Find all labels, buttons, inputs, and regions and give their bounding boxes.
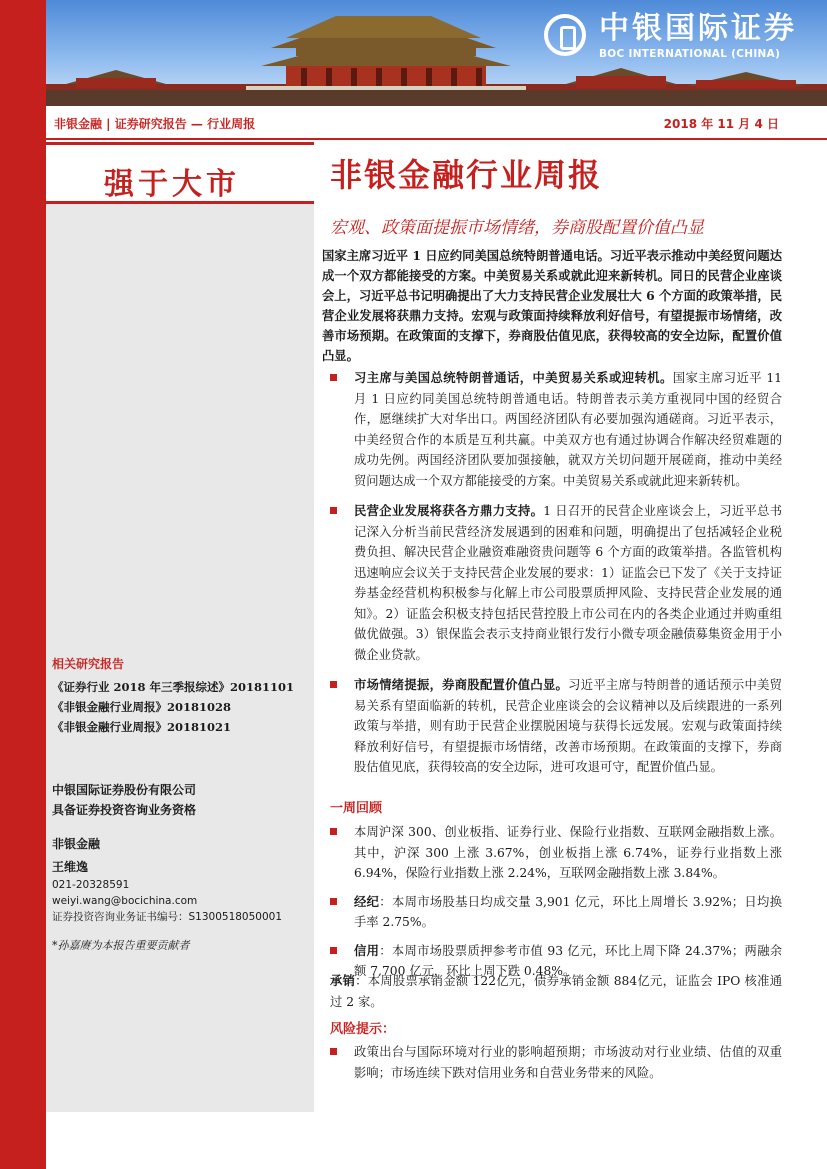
analyst-name: 王维逸	[52, 860, 89, 874]
related-report-item[interactable]: 《非银金融行业周报》20181021	[52, 720, 232, 734]
bullet-square-icon	[330, 681, 337, 688]
bullet-square-icon	[330, 947, 337, 954]
risk-body: 政策出台与国际环境对行业的影响超预期；市场波动对行业业绩、估值的双重影响；市场连续下跌对信用业务和自营业务带来的风险。	[354, 1045, 782, 1080]
related-reports-title: 相关研究报告	[52, 657, 125, 671]
review-section-title: 一周回顾	[330, 801, 383, 816]
page-title: 非银金融行业周报	[330, 156, 603, 194]
left-red-bar	[0, 0, 46, 1169]
risk-warnings	[322, 1042, 782, 1093]
rating-label: 强于大市	[104, 167, 240, 202]
weekly-review	[322, 822, 782, 990]
list-item	[322, 501, 782, 665]
risk-section-title: 风险提示：	[330, 1022, 396, 1037]
analyst-email[interactable]: weiyi.wang@bocichina.com	[52, 895, 198, 907]
analyst-phone: 021-20328591	[52, 879, 130, 891]
analyst-license: 证券投资咨询业务证书编号：S1300518050001	[52, 911, 283, 923]
key-points	[322, 368, 782, 788]
related-report-item[interactable]: 《非银金融行业周报》20181028	[52, 700, 232, 714]
logo-english: BOC INTERNATIONAL (CHINA)	[599, 48, 781, 60]
list-item	[322, 892, 782, 933]
review-body: ：本周市场股票质押参考市值 93 亿元，环比上周下降 24.37%；两融余额 7,700 亿元，环比上周下跌 0.48%。	[354, 943, 782, 978]
review-lead: 经纪	[354, 893, 380, 909]
boc-logo-icon	[544, 14, 586, 56]
company-qualification: 具备证券投资咨询业务资格	[52, 803, 197, 817]
report-meta-strip	[46, 106, 827, 140]
list-item	[322, 822, 782, 884]
logo-chinese: 中银国际证券	[599, 11, 797, 46]
bullet-square-icon	[330, 374, 337, 381]
bullet-lead: 市场情绪提振，券商股配置价值凸显。	[354, 677, 569, 692]
contributor-note: *孙嘉赓为本报告重要贡献者	[52, 939, 190, 952]
summary-paragraph: 国家主席习近平 1 日应约同美国总统特朗普通电话。习近平表示推动中美经贸问题达成一个双方都能接受的方案。中美贸易关系或就此迎来新转机。同日的民营企业座谈会上，习近平总书记明确提出了大力支持民营企业发展壮大 6 个方面的政策举措，民营企业发展将获鼎力支持。宏观与政策面持续释放利好信号，有望提振市场情绪，改善市场预期。在政策面的支撑下，券商股估值见底，获得较高的安全边际，配置价值凸显。	[322, 248, 782, 363]
sidebar	[46, 142, 314, 1112]
bullet-lead: 民营企业发展将获各方鼎力支持。	[354, 503, 544, 518]
company-logo	[544, 10, 797, 60]
analyst-sector: 非银金融	[52, 837, 101, 851]
bullet-square-icon	[330, 507, 337, 514]
bullet-square-icon	[330, 1048, 337, 1055]
list-item	[322, 368, 782, 491]
list-item	[322, 675, 782, 778]
list-item	[322, 1042, 782, 1083]
review-body: ：本周市场股基日均成交量 3,901 亿元，环比上周增长 3.92%；日均换手率 2.75%。	[354, 894, 782, 929]
bullet-body: 1 日召开的民营企业座谈会上，习近平总书记深入分析当前民营经济发展遇到的困难和问题，明确提出了包括减轻企业税费负担、解决民营企业融资难融资贵问题等 6 个方面的政策举措。各监管机构迅速响应会议关于支持民营企业发展的要求：1）证监会已下发了《关于支持证券基金经营机构积极参与化解上市公司股票质押风险、支持民营企业发展的通知》。2）证监会积极支持包括民营控股上市公司在内的各类企业通过并购重组做优做强。3）银保监会表示支持商业银行发行小微专项金融债募集资金用于小微企业贷款。	[354, 504, 782, 662]
related-reports-list	[52, 677, 294, 737]
report-date: 2018 年 11 月 4 日	[663, 117, 779, 131]
review-lead: 信用	[354, 942, 380, 958]
bullet-square-icon	[330, 828, 337, 835]
header-banner	[46, 0, 827, 106]
related-report-item[interactable]: 《证券行业 2018 年三季报综述》20181101	[52, 680, 295, 694]
breadcrumb: 非银金融 | 证券研究报告 — 行业周报	[54, 117, 256, 131]
page-subtitle: 宏观、政策面提振市场情绪，券商股配置价值凸显	[330, 218, 704, 238]
company-info	[52, 780, 196, 820]
review-body: 本周沪深 300、创业板指、证券行业、保险行业指数、互联网金融指数上涨。其中，沪深 300 上涨 3.67%，创业板指上涨 6.74%，证券行业指数上涨 6.94%，保险行业指数上涨 2.24%，互联网金融指数上涨 3.84%。	[354, 825, 782, 880]
bullet-body: 习近平主席与特朗普的通话预示中美贸易关系有望面临新的转机，民营企业座谈会的会议精神以及后续跟进的一系列政策与举措，则有助于民营企业摆脱困境与获得长远发展。宏观与政策面持续释放利好信号，有望提振市场情绪，改善市场预期。在政策面的支撑下，券商股估值见底，获得较高的安全边际，进可攻退可守，配置价值凸显。	[354, 678, 782, 774]
underwriting-lead: 承销	[330, 973, 356, 988]
underwriting-paragraph	[330, 970, 782, 1013]
rating-box	[46, 142, 314, 204]
analyst-contact	[52, 877, 282, 925]
company-name: 中银国际证券股份有限公司	[52, 783, 197, 797]
underwriting-body: ：本周股票承销金额 122亿元，债券承销金额 884亿元，证监会 IPO 核准通过 2 家。	[330, 974, 782, 1009]
bullet-body: 国家主席习近平 11 月 1 日应约同美国总统特朗普通电话。特朗普表示美方重视同中国的经贸合作，愿继续扩大对华出口。两国经济团队有必要加强沟通磋商。习近平表示，中美经贸合作的本质是互利共赢。中美双方也有通过协调合作解决经贸难题的成功先例。两国经济团队要加强接触，就双方关切问题开展磋商，推动中美经贸问题达成一个双方都能接受的方案。中美贸易关系或就此迎来新转机。	[354, 371, 782, 488]
bullet-square-icon	[330, 898, 337, 905]
bullet-lead: 习主席与美国总统特朗普通话，中美贸易关系或迎转机。	[354, 370, 673, 385]
